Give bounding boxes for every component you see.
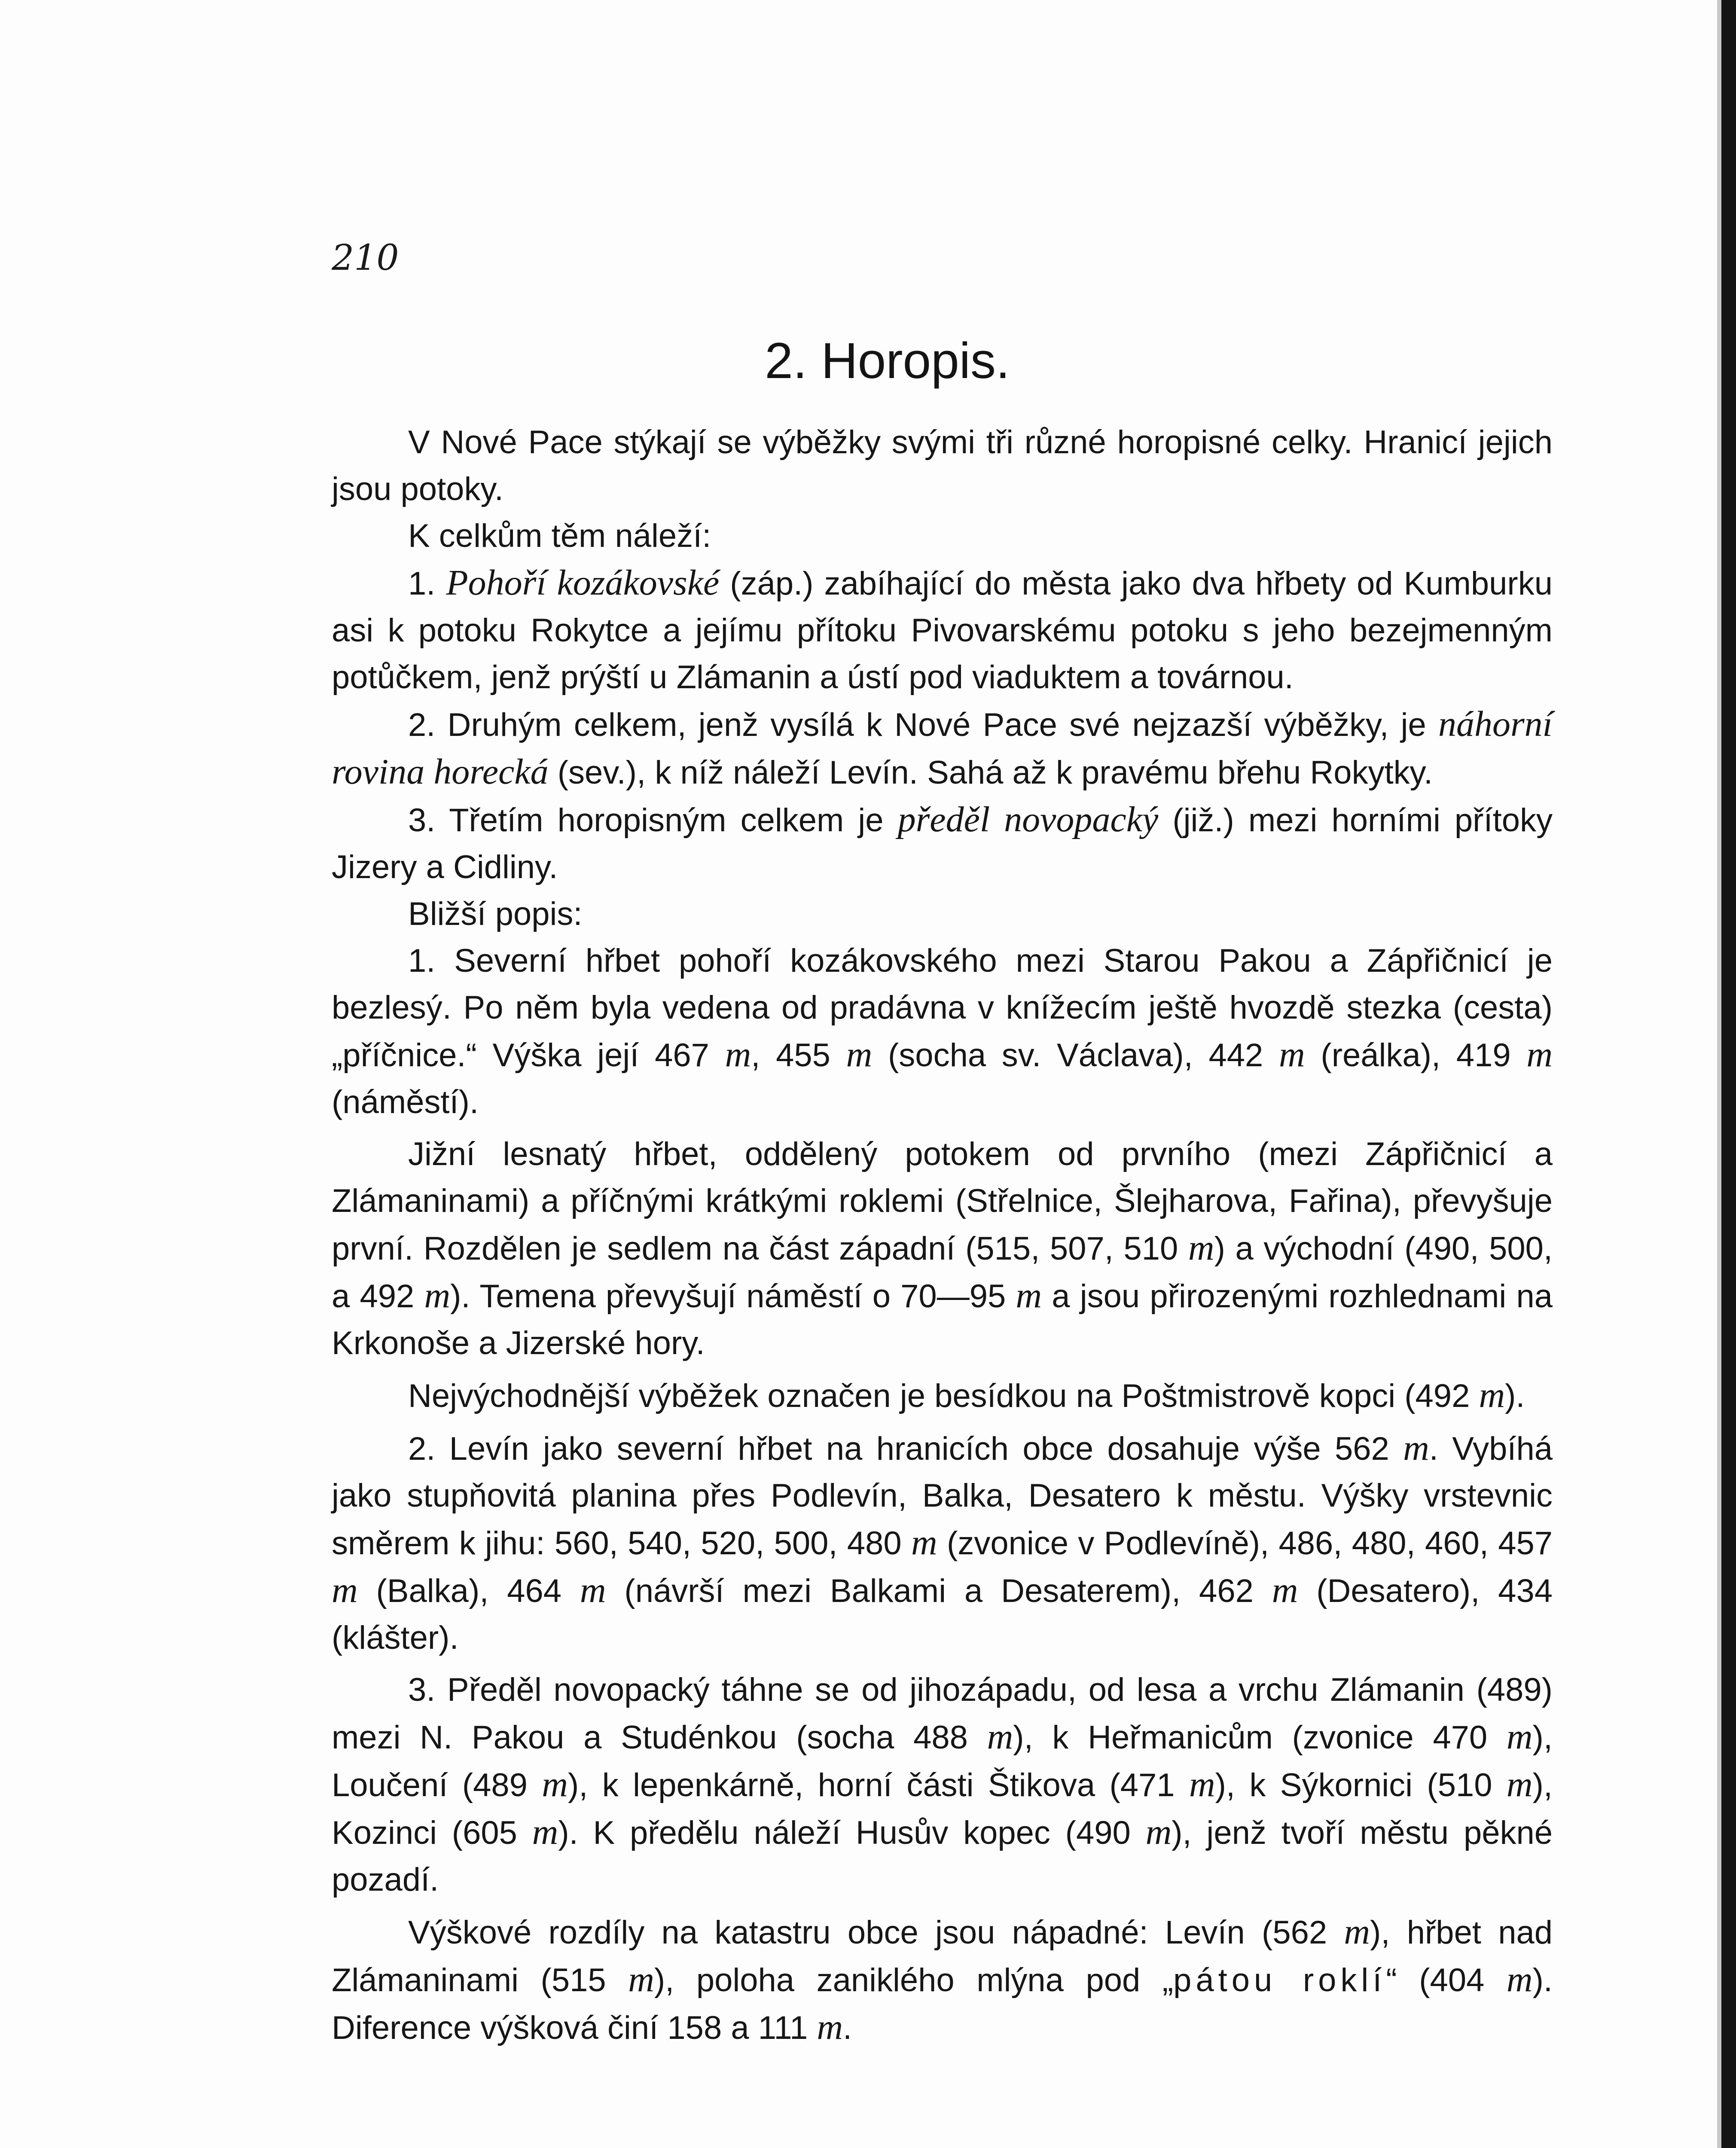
text-run: (zvonice v Podlevíně), 486, 480, 460, 457 (937, 1525, 1553, 1562)
text-run: 1. (408, 565, 446, 602)
text-run: ). Diference výšková činí 158 a 111 (332, 1962, 1553, 2046)
italic-text: m (1344, 1912, 1370, 1952)
text-run: ), k lepenkárně, horní části Štikova (471 (567, 1767, 1189, 1803)
italic-text: m (1272, 1570, 1298, 1610)
italic-text: m (1188, 1228, 1214, 1268)
text-run: ), Kozinci (605 (332, 1767, 1553, 1851)
italic-text: m (332, 1570, 358, 1610)
italic-text: m (1403, 1428, 1429, 1468)
text-run: ), hřbet nad Zlámaninami (515 (332, 1914, 1553, 1998)
italic-text: m (911, 1523, 937, 1562)
italic-text: Pohoří kozákovské (446, 563, 720, 603)
body-text (332, 419, 1553, 2051)
text-run: ), k Heřmanicům (zvonice 470 (1013, 1719, 1507, 1756)
text-run: Bližší popis: (408, 896, 583, 932)
text-run: (návrší mezi Balkami a Desaterem), 462 (606, 1573, 1272, 1609)
text-run: pátou roklí (1173, 1962, 1386, 1998)
text-run: (sev.), k níž náleží Levín. Sahá až k pravému břehu Rokytky. (548, 754, 1433, 791)
italic-text: předěl novopacký (897, 799, 1159, 839)
text-run: ). Temena převyšují náměstí o 70—95 (450, 1278, 1016, 1315)
text-run: ). (1505, 1378, 1525, 1414)
paragraph (332, 796, 1553, 891)
italic-text: náhorní rovina horecká (332, 704, 1553, 792)
text-run: ), poloha zaniklého mlýna pod „ (654, 1962, 1174, 1998)
text-run: ) a východní (490, 500, a 492 (332, 1230, 1553, 1315)
text-run: V Nové Pace stýkají se výběžky svými tři různé horopisné celky. Hranicí jejich jsou potoky. (332, 424, 1553, 507)
text-run: 3. Předěl novopacký táhne se od jihozápadu, od lesa a vrchu Zlámanin (489) mezi N. Pakou a Studénkou (socha 488 (332, 1672, 1553, 1756)
text-run: a jsou přirozenými rozhlednami na Krkonoše a Jizerské hory. (332, 1278, 1553, 1361)
italic-text: m (580, 1570, 606, 1610)
paragraph (332, 559, 1553, 701)
text-run: (náměstí). (332, 1084, 479, 1120)
italic-text: m (424, 1275, 451, 1315)
italic-text: m (817, 2007, 843, 2047)
paragraph (332, 891, 1553, 937)
italic-text: m (1506, 1764, 1533, 1804)
italic-text: m (1479, 1375, 1505, 1415)
italic-text: m (1526, 1034, 1553, 1074)
paragraph (332, 1908, 1553, 2051)
paragraph (332, 1131, 1553, 1367)
text-run: 1. Severní hřbet pohoří kozákovského mezi Starou Pakou a Zápřičnicí je bezlesý. Po něm byla vedena od pradávna v knížecím ještě hvozdě stezka (cesta) „příčnice.“ Výška její 467 (332, 943, 1553, 1074)
page-edge-shadow (1717, 0, 1721, 2148)
text-run: (již.) mezi horními přítoky Jizery a Cidliny. (332, 802, 1553, 885)
italic-text: m (1279, 1034, 1305, 1074)
text-run: . Vybíhá jako stupňovitá planina přes Podlevín, Balka, Desatero k městu. Výšky vrstevnic směrem k jihu: 560, 540, 520, 500, 480 (332, 1431, 1553, 1562)
section-heading: 2. Horopis. (765, 333, 1010, 389)
text-run: ), k Sýkornici (510 (1215, 1767, 1507, 1803)
text-run: (reálka), 419 (1305, 1037, 1527, 1074)
text-run: 2. Druhým celkem, jenž vysílá k Nové Pace své nejzazší výběžky, je (408, 707, 1438, 743)
text-run: (socha sv. Václava), 442 (872, 1037, 1279, 1074)
italic-text: m (725, 1034, 751, 1074)
italic-text: m (1189, 1764, 1215, 1804)
page-number: 210 (332, 238, 399, 278)
text-run: (Balka), 464 (357, 1573, 580, 1609)
paragraph (332, 1425, 1553, 1661)
text-run: Nejvýchodnější výběžek označen je besídkou na Poštmistrově kopci (492 (408, 1378, 1479, 1414)
text-run: Jižní lesnatý hřbet, oddělený potokem od prvního (mezi Zápřičnicí a Zlámaninami) a příčnými krátkými roklemi (Střelnice, Šlejharova, Fařina), převyšuje první. Rozdělen je sedlem na část západní (515, 507, 510 (332, 1136, 1553, 1267)
paragraph (332, 1372, 1553, 1419)
page-edge-border (1721, 0, 1736, 2148)
paragraph (332, 419, 1553, 513)
text-run: ), jenž tvoří městu pěkné pozadí. (332, 1815, 1553, 1898)
text-run: Výškové rozdíly na katastru obce jsou nápadné: Levín (562 (408, 1914, 1344, 1951)
text-run: ). K předělu náleží Husův kopec (490 (558, 1815, 1146, 1851)
italic-text: m (1016, 1275, 1042, 1315)
text-run: (záp.) zabíhající do města jako dva hřbety od Kumburku asi k potoku Rokytce a jejímu přítoku Pivovarskému potoku s jeho bezejmenným potůčkem, jenž prýští u Zlámanin a ústí pod viaduktem a továrnou. (332, 565, 1553, 696)
paragraph (332, 513, 1553, 559)
italic-text: m (532, 1812, 558, 1852)
text-run: ), Loučení (489 (332, 1719, 1553, 1803)
text-run: (Desatero), 434 (klášter). (332, 1573, 1553, 1656)
italic-text: m (1506, 1717, 1533, 1757)
italic-text: m (628, 1959, 654, 1999)
text-run: 3. Třetím horopisným celkem je (408, 802, 898, 839)
italic-text: m (542, 1764, 568, 1804)
text-run: “ (404 (1386, 1962, 1507, 1998)
italic-text: m (987, 1717, 1013, 1757)
paragraph (332, 1666, 1553, 1903)
text-run: K celkům těm náleží: (408, 518, 711, 554)
text-run: , 455 (751, 1037, 846, 1074)
italic-text: m (1506, 1959, 1533, 1999)
italic-text: m (1145, 1812, 1172, 1852)
paragraph (332, 701, 1553, 796)
text-run: 2. Levín jako severní hřbet na hranicích obce dosahuje výše 562 (408, 1431, 1403, 1467)
italic-text: m (846, 1034, 873, 1074)
text-run: . (843, 2010, 852, 2046)
paragraph (332, 937, 1553, 1126)
